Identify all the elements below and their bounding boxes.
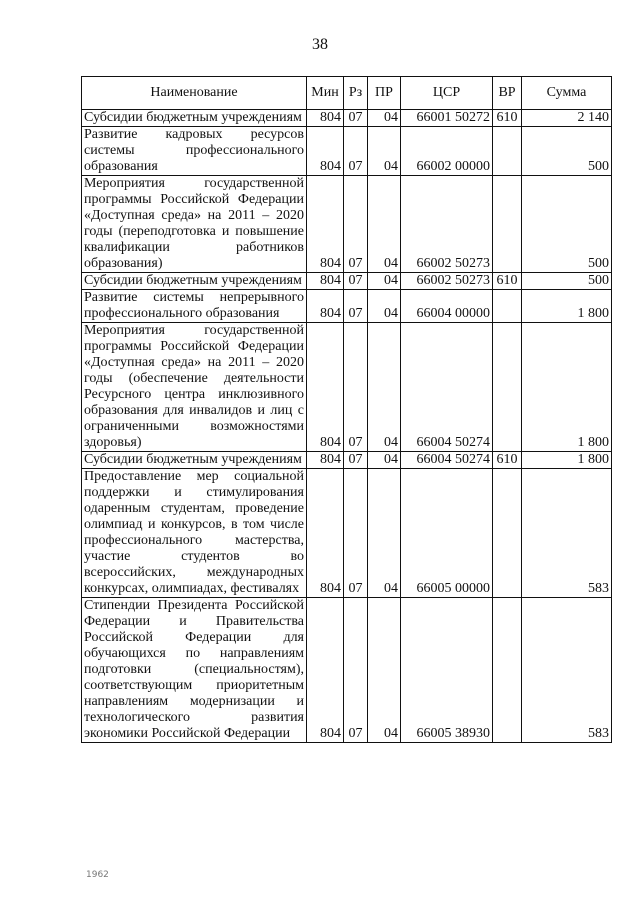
row-rz-cell: 07 <box>344 469 368 598</box>
row-name-cell <box>82 323 307 452</box>
page-number: 38 <box>312 36 328 53</box>
row-rz-cell: 07 <box>344 598 368 743</box>
budget-table <box>81 76 612 743</box>
row-name-cell <box>82 110 307 127</box>
row-pr-cell: 04 <box>368 176 401 273</box>
row-rz-cell: 07 <box>344 452 368 469</box>
row-rz-cell: 07 <box>344 273 368 290</box>
row-csr-cell: 66004 50274 <box>401 323 493 452</box>
row-sum-cell: 583 <box>522 598 612 743</box>
row-sum-cell: 583 <box>522 469 612 598</box>
row-name-text: Развитие системы непрерывного профессионального образования <box>84 290 304 321</box>
header-name: Наименование <box>82 77 307 110</box>
row-name-cell <box>82 290 307 323</box>
row-sum-cell: 1 800 <box>522 452 612 469</box>
table-row <box>82 598 612 743</box>
row-min-cell: 804 <box>307 598 344 743</box>
footer-mark: 1962 <box>86 870 109 880</box>
row-name-cell <box>82 176 307 273</box>
table-row <box>82 323 612 452</box>
table-row <box>82 110 612 127</box>
row-rz-cell: 07 <box>344 176 368 273</box>
table-row <box>82 469 612 598</box>
row-sum-cell: 500 <box>522 127 612 176</box>
row-min-cell: 804 <box>307 273 344 290</box>
header-rz: Рз <box>344 77 368 110</box>
table-row <box>82 273 612 290</box>
row-name-text: Стипендии Президента Российской Федерации и Правительства Российской Федерации для обучающихся по направлениям подготовки (специальностям), соответствующим приоритетным направлениям модернизации и технологического развития экономики Российской Федерации <box>84 598 304 741</box>
row-pr-cell: 04 <box>368 452 401 469</box>
row-min-cell: 804 <box>307 469 344 598</box>
row-pr-cell: 04 <box>368 469 401 598</box>
row-vr-cell: 610 <box>493 110 522 127</box>
header-vr: ВР <box>493 77 522 110</box>
row-sum-cell: 500 <box>522 176 612 273</box>
row-name-text: Мероприятия государственной программы Российской Федерации «Доступная среда» на 2011 – 2020 годы (обеспечение деятельности Ресурсного центра инклюзивного образования для инвалидов и лиц с ограниченными возможностями здоровья) <box>84 323 304 450</box>
row-vr-cell <box>493 127 522 176</box>
row-csr-cell: 66002 50273 <box>401 176 493 273</box>
row-name-text: Субсидии бюджетным учреждениям <box>84 452 302 467</box>
row-sum-cell: 2 140 <box>522 110 612 127</box>
row-pr-cell: 04 <box>368 127 401 176</box>
row-csr-cell: 66004 00000 <box>401 290 493 323</box>
row-name-cell <box>82 452 307 469</box>
row-pr-cell: 04 <box>368 110 401 127</box>
row-pr-cell: 04 <box>368 273 401 290</box>
row-vr-cell <box>493 176 522 273</box>
row-rz-cell: 07 <box>344 127 368 176</box>
row-csr-cell: 66002 00000 <box>401 127 493 176</box>
row-vr-cell: 610 <box>493 452 522 469</box>
table-row <box>82 452 612 469</box>
row-vr-cell: 610 <box>493 273 522 290</box>
header-sum: Сумма <box>522 77 612 110</box>
row-name-cell <box>82 469 307 598</box>
table-row <box>82 290 612 323</box>
row-vr-cell <box>493 598 522 743</box>
table-row <box>82 127 612 176</box>
row-name-cell <box>82 598 307 743</box>
row-csr-cell: 66005 00000 <box>401 469 493 598</box>
row-csr-cell: 66002 50273 <box>401 273 493 290</box>
row-rz-cell: 07 <box>344 290 368 323</box>
row-min-cell: 804 <box>307 323 344 452</box>
row-vr-cell <box>493 290 522 323</box>
header-min: Мин <box>307 77 344 110</box>
row-min-cell: 804 <box>307 176 344 273</box>
row-pr-cell: 04 <box>368 598 401 743</box>
header-row <box>82 77 612 110</box>
row-sum-cell: 1 800 <box>522 323 612 452</box>
row-name-text: Субсидии бюджетным учреждениям <box>84 110 302 125</box>
row-csr-cell: 66004 50274 <box>401 452 493 469</box>
row-min-cell: 804 <box>307 127 344 176</box>
table-row <box>82 176 612 273</box>
row-vr-cell <box>493 323 522 452</box>
row-name-text: Предоставление мер социальной поддержки и стимулирования одаренным студентам, проведение олимпиад и конкурсов, в том числе профессионального мастерства, участие студентов во всероссийских, международных конкурсах, олимпиадах, фестивалях <box>84 469 304 596</box>
row-pr-cell: 04 <box>368 290 401 323</box>
row-rz-cell: 07 <box>344 110 368 127</box>
row-csr-cell: 66005 38930 <box>401 598 493 743</box>
row-csr-cell: 66001 50272 <box>401 110 493 127</box>
row-name-text: Субсидии бюджетным учреждениям <box>84 273 302 288</box>
row-vr-cell <box>493 469 522 598</box>
row-min-cell: 804 <box>307 110 344 127</box>
row-name-text: Развитие кадровых ресурсов системы профессионального образования <box>84 127 304 174</box>
row-name-cell <box>82 273 307 290</box>
row-sum-cell: 500 <box>522 273 612 290</box>
row-min-cell: 804 <box>307 452 344 469</box>
row-min-cell: 804 <box>307 290 344 323</box>
row-pr-cell: 04 <box>368 323 401 452</box>
row-rz-cell: 07 <box>344 323 368 452</box>
header-csr: ЦСР <box>401 77 493 110</box>
header-pr: ПР <box>368 77 401 110</box>
row-sum-cell: 1 800 <box>522 290 612 323</box>
row-name-text: Мероприятия государственной программы Российской Федерации «Доступная среда» на 2011 – 2020 годы (переподготовка и повышение квалификации работников образования) <box>84 176 304 271</box>
row-name-cell <box>82 127 307 176</box>
